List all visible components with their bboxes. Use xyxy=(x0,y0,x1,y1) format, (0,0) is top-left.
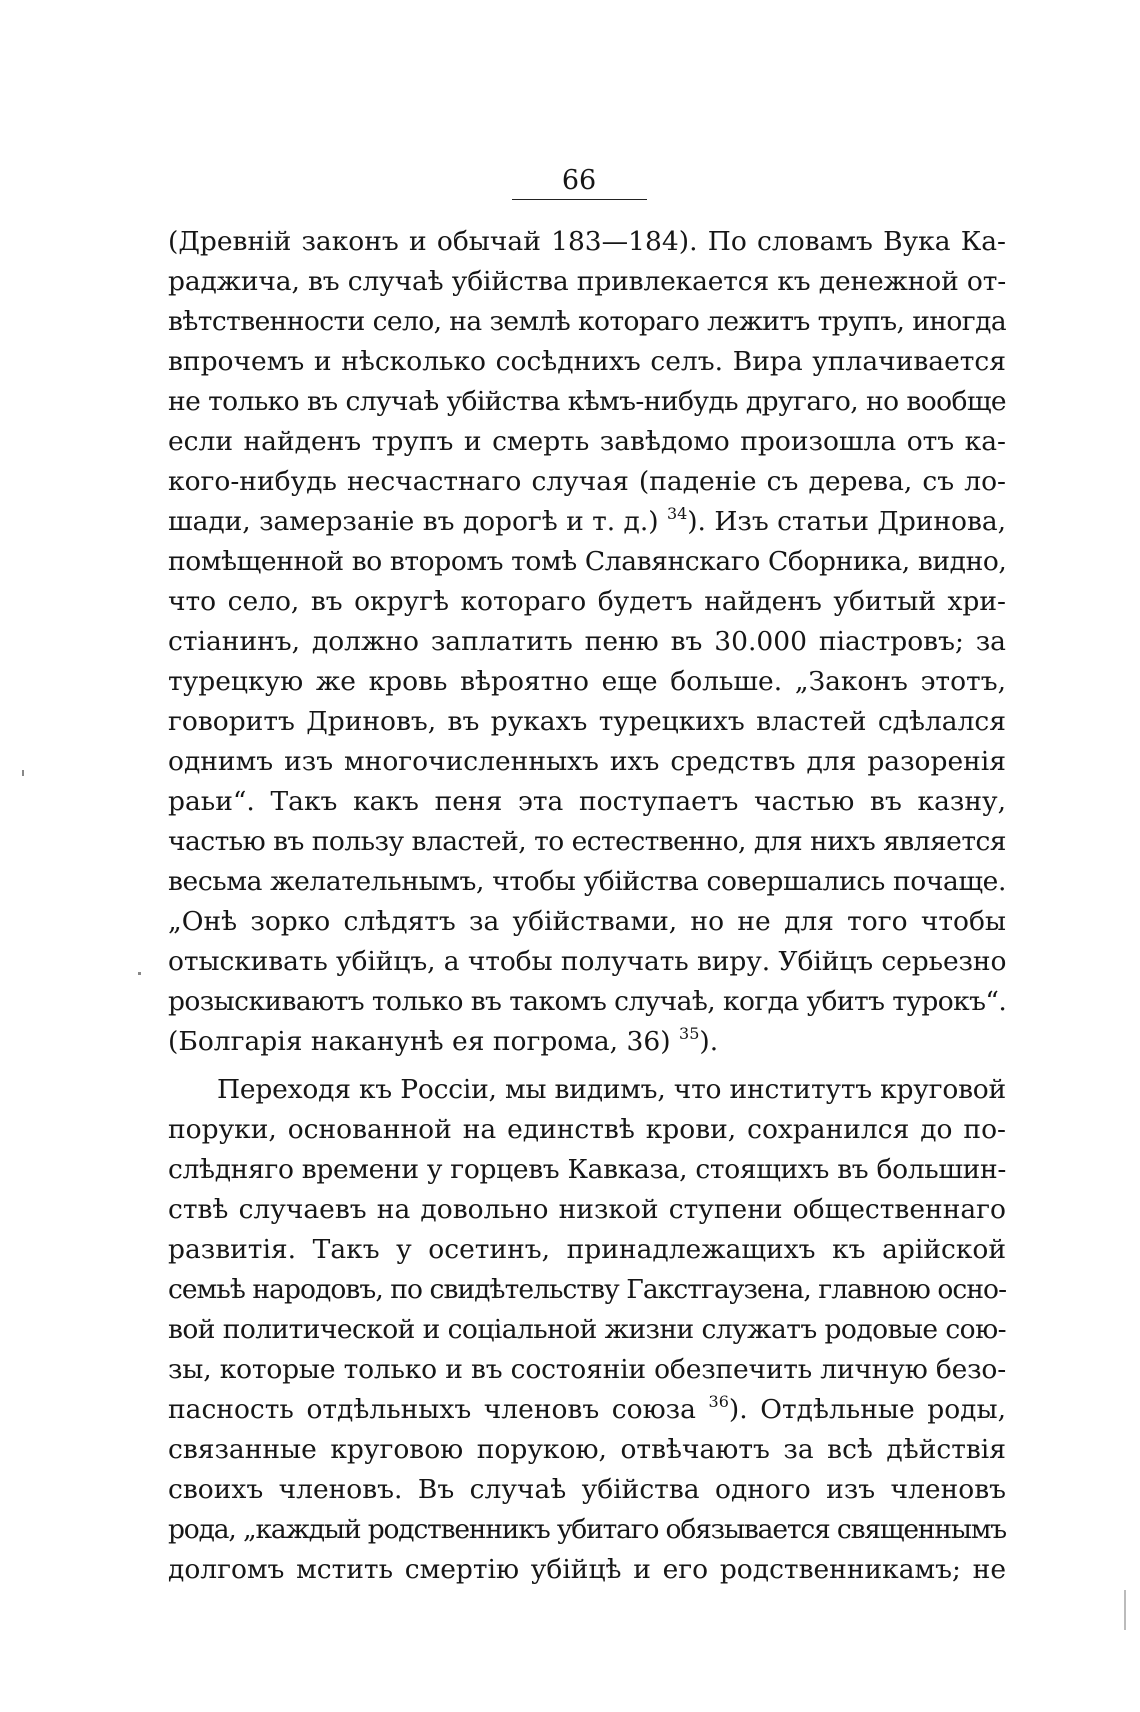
text-line: семьѣ народовъ, по свидѣтельству Гакстгаузена, главною осно- xyxy=(168,1274,1007,1305)
text-line-with-footnote xyxy=(168,502,1006,542)
text-line: весьма желательнымъ, чтобы убійства совершались почаще. xyxy=(168,866,1006,897)
text-line: поруки, основанной на единствѣ крови, сохранился до по- xyxy=(168,1114,1006,1145)
scan-speck xyxy=(138,972,141,975)
text-line: (Древній законъ и обычай 183—184). По словамъ Вука Ка- xyxy=(168,226,1006,257)
header-rule xyxy=(512,199,647,200)
text-segment: пасность отдѣльныхъ членовъ союза xyxy=(168,1394,696,1425)
text-line: Переходя къ Россіи, мы видимъ, что институтъ круговой xyxy=(217,1074,1006,1105)
text-segment: (Болгарія наканунѣ ея погрома, 36) xyxy=(168,1026,671,1057)
scan-speck xyxy=(22,770,24,776)
text-line: развитія. Такъ у осетинъ, принадлежащихъ къ арійской xyxy=(168,1234,1006,1265)
scan-speck xyxy=(1124,1590,1126,1630)
text-line: не только въ случаѣ убійства кѣмъ-нибудь другаго, но вообще xyxy=(168,386,1006,417)
text-line-with-footnote xyxy=(168,1022,1006,1062)
text-line: впрочемъ и нѣсколько сосѣднихъ селъ. Вира уплачивается xyxy=(168,346,1006,377)
text-line: рода, „каждый родственникъ убитаго обязывается священнымъ xyxy=(168,1514,1006,1545)
text-line: долгомъ мстить смертію убійцѣ и его родственникамъ; не xyxy=(168,1554,1006,1585)
text-line: частью въ пользу властей, то естественно, для нихъ является xyxy=(168,826,1006,857)
text-segment: ). Отдѣльные роды, xyxy=(728,1394,1006,1425)
text-line: розыскиваютъ только въ такомъ случаѣ, когда убитъ турокъ“. xyxy=(168,986,1007,1017)
text-line: турецкую же кровь вѣроятно еще больше. „Законъ этотъ, xyxy=(168,666,1006,697)
text-line-with-footnote xyxy=(168,1390,1006,1430)
text-line: зы, которые только и въ состояніи обезпечить личную безо- xyxy=(168,1354,1006,1385)
text-segment: шади, замерзаніе въ дорогѣ и т. д.) xyxy=(168,506,659,537)
text-line: „Онѣ зорко слѣдятъ за убійствами, но не для того чтобы xyxy=(168,906,1006,937)
text-line: ствѣ случаевъ на довольно низкой ступени общественнаго xyxy=(168,1194,1006,1225)
text-line: стіанинъ, должно заплатить пеню въ 30.000 піастровъ; за xyxy=(168,626,1006,657)
text-line: кого-нибудь несчастнаго случая (паденіе съ дерева, съ ло- xyxy=(168,466,1006,497)
text-line: если найденъ трупъ и смерть завѣдомо произошла отъ ка- xyxy=(168,426,1006,457)
text-line: что село, въ округѣ котораго будетъ найденъ убитый хри- xyxy=(168,586,1006,617)
page-number: 66 xyxy=(561,165,597,196)
text-line: вѣтственности село, на землѣ котораго лежитъ трупъ, иногда xyxy=(168,306,1007,337)
text-line: отыскивать убійцъ, а чтобы получать виру. Убійцъ серьезно xyxy=(168,946,1007,977)
footnote-ref-36: 36 xyxy=(708,1392,729,1411)
text-line: слѣдняго времени у горцевъ Кавказа, стоящихъ въ большин- xyxy=(168,1154,1006,1185)
text-line: однимъ изъ многочисленныхъ ихъ средствъ для разоренія xyxy=(168,746,1006,777)
footnote-ref-35: 35 xyxy=(679,1024,700,1043)
text-line: вой политической и соціальной жизни служатъ родовые сою- xyxy=(168,1314,1006,1345)
text-line: своихъ членовъ. Въ случаѣ убійства одного изъ членовъ xyxy=(168,1474,1006,1505)
text-line: говоритъ Дриновъ, въ рукахъ турецкихъ властей сдѣлался xyxy=(168,706,1006,737)
text-line: раджича, въ случаѣ убійства привлекается къ денежной от- xyxy=(168,266,1007,297)
text-line: раьи“. Такъ какъ пеня эта поступаетъ частью въ казну, xyxy=(168,786,1006,817)
text-line: связанные круговою порукою, отвѣчаютъ за всѣ дѣйствія xyxy=(168,1434,1006,1465)
footnote-ref-34: 34 xyxy=(666,504,688,523)
text-segment: ). xyxy=(699,1026,719,1057)
text-segment: ). Изъ статьи Дринова, xyxy=(687,506,1006,537)
text-line: помѣщенной во второмъ томѣ Славянскаго Сборника, видно, xyxy=(168,546,1007,577)
